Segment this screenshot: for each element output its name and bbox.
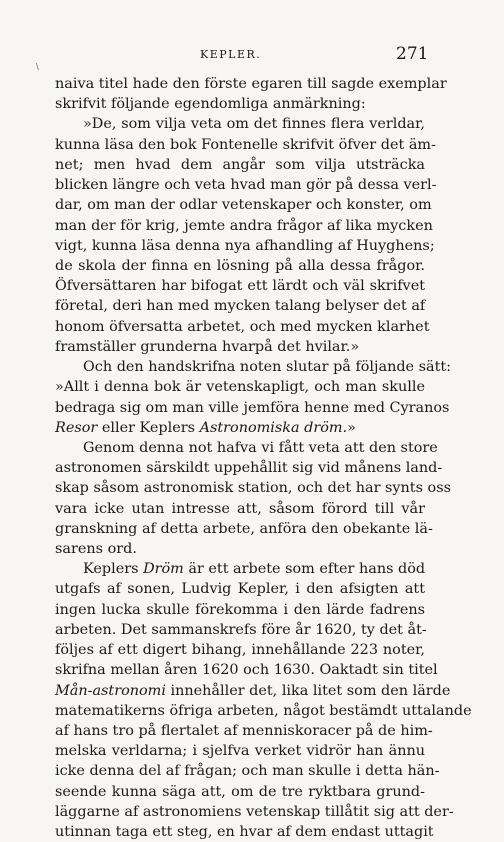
text-segment: seende kunna säga att, om de tre ryktbara grund- [55,783,425,800]
text-segment: »Allt i denna bok är vetenskapligt, och man skulle [55,379,425,396]
text-line [55,175,437,195]
text-segment: de skola der finna en lösning på alla dessa frågor. [55,257,425,274]
page-number: 271 [396,44,429,64]
text-line [55,458,443,478]
text-line [55,519,433,539]
text-segment: Och den handskrifna noten slutar på följande sätt: [83,359,452,376]
text-segment: man der för krig, jemte andra frågor af lika mycken [55,217,433,234]
text-segment: Keplers [83,561,144,578]
text-line [55,660,438,680]
text-segment: naiva titel hade den förste egaren till sagde exemplar [55,76,447,92]
text-line [55,559,425,579]
text-line [55,236,435,256]
text-segment: företal, deri han med mycken talang belyser det af [55,298,426,315]
text-line [55,155,425,175]
text-line [55,135,436,155]
text-segment: icke denna del af frågan; och man skulle i detta hän- [55,763,440,780]
text-segment: dar, om man der odlar vetenskaper och konster, om [55,197,432,214]
text-segment: vara icke utan intresse att, såsom förord till vår [55,500,425,517]
text-segment: arbeten. Det sammanskrefs före år 1620, ty det åt- [55,621,427,638]
text-line [55,499,425,519]
text-line [55,782,425,802]
text-segment: sarens ord. [55,541,137,558]
text-line [55,418,425,438]
italic-text: Astronomiska dröm. [199,419,348,436]
text-line [55,216,433,236]
text-segment: innehåller det, lika litet som den lärde [165,682,451,699]
text-segment: net; men hvad dem angår som vilja utsträcka [55,156,425,173]
text-line [55,741,425,761]
text-segment: läggarne af astronomiens vetenskap tillåtit sig att der- [55,803,454,820]
text-line [55,256,425,276]
text-line [55,438,438,458]
text-line [55,296,425,316]
text-segment: eller Keplers [97,419,200,436]
text-segment: ingen lucka skulle förekomma i den lärde fadrens [55,601,425,618]
text-line [55,539,425,559]
page-header [0,44,504,68]
margin-mark: \ [36,62,39,71]
text-line [55,600,425,620]
text-line [55,640,425,660]
text-segment: är ett arbete som efter hans död [183,561,426,578]
text-line [55,357,452,377]
text-segment: skrifna mellan åren 1620 och 1630. Oaktadt sin titel [55,662,438,679]
text-line [55,398,450,418]
text-segment: » [347,419,356,436]
text-segment: melska verldarna; i sjelfva verket vidrör han ännu [55,743,425,760]
text-line [55,377,425,397]
text-segment: framställer grunderna hvarpå det hvilar.» [55,338,360,355]
text-segment: skrifvit följande egendomliga anmärkning: [55,96,366,113]
text-line [55,721,433,741]
italic-text: Dröm [143,561,184,578]
text-segment: matematikerns öfriga arbeten, något bestämdt uttalande [55,702,472,719]
text-segment: utinnan taga ett steg, en hvar af dem endast uttagit [55,824,434,841]
text-segment: kunna läsa den bok Fontenelle skrifvit öfver det äm- [55,136,436,153]
text-line [55,681,451,701]
text-segment: vigt, kunna läsa denna nya afhandling af Huyghens; [55,237,435,254]
text-line [55,94,425,114]
text-line [55,276,425,296]
text-segment: blicken längre och veta hvad man gör på dessa verl- [55,177,437,194]
text-line [55,114,425,134]
text-segment: skap såsom astronomisk station, och det har synts oss [55,480,451,497]
text-line [55,317,430,337]
text-segment: astronomen särskildt uppehållit sig vid månens land- [55,460,443,477]
text-line [55,802,454,822]
text-segment: honom öfversatta arbetet, och med mycken klarhet [55,318,430,335]
text-segment: bedraga sig om man ville jemföra henne med Cyranos [55,399,450,416]
running-head: KEPLER. [200,48,262,61]
text-segment: Genom denna not hafva vi fått veta att den store [83,439,438,456]
text-line [55,478,451,498]
body-text [55,74,472,842]
text-segment: »De, som vilja veta om det finnes flera verldar, [83,116,425,133]
text-segment: granskning af detta arbete, anföra den obekante lä- [55,520,433,537]
text-segment: följes af ett digert bihang, innehållande 223 noter, [55,642,425,659]
text-line [55,701,472,721]
text-line [55,337,425,357]
italic-text: Resor [55,419,98,436]
text-line [55,195,432,215]
text-line [55,620,425,640]
text-line [55,74,447,94]
text-segment: af hans tro på flertalet af menniskoracer på de him- [55,723,433,739]
italic-text: Mån-astronomi [55,682,166,699]
text-segment: utgafs af sonen, Ludvig Kepler, i den afsigten att [55,581,425,598]
text-segment: Öfversättaren har bifogat ett lärdt och väl skrifvet [55,278,425,295]
text-line [55,579,425,599]
text-line [55,822,434,842]
text-line [55,761,440,781]
